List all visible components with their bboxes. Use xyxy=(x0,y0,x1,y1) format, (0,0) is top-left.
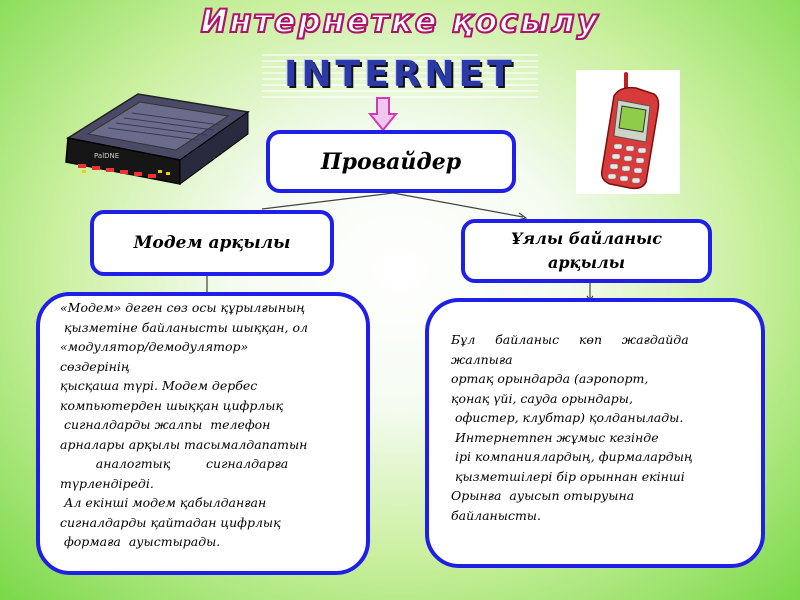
modem-device-label: PalDNE xyxy=(94,152,120,160)
provider-box: Провайдер xyxy=(266,130,516,193)
modem-text-line: арналары арқылы тасымалдапатын xyxy=(60,436,308,452)
mobile-text-line: офистер, клубтар) қолданылады. xyxy=(451,410,684,425)
modem-text-line: сөздерінің xyxy=(60,358,130,374)
modem-text-line: қызметіне байланысты шыққан, ол xyxy=(60,319,308,335)
modem-device-image xyxy=(58,88,250,188)
mobile-text-line: Интернетпен жұмыс кезінде xyxy=(451,429,659,445)
mobile-phone-image xyxy=(576,70,680,194)
page-title: Интернетке қосылу xyxy=(200,2,600,40)
modem-description xyxy=(36,292,370,575)
modem-text-line: формаға ауыстырады. xyxy=(60,534,221,549)
modem-text-line: түрлендіреді. xyxy=(60,475,154,491)
modem-box: Модем арқылы xyxy=(90,210,334,276)
modem-text-line: «Модем» деген сөз осы құрылғының xyxy=(60,300,306,315)
mobile-box: Ұялы байланыс арқылы xyxy=(461,219,712,283)
mobile-text-line: Орынға ауысып отыруына xyxy=(451,488,635,503)
modem-text-line: компьютерден шыққан цифрлық xyxy=(60,397,284,413)
modem-text-line: Ал екінші модем қабылданған xyxy=(60,495,267,510)
modem-text-line: «модулятор/демодулятор» xyxy=(60,339,249,354)
mobile-text-line: қызметшілері бір орыннан екінші xyxy=(451,468,685,484)
mobile-text-line: ортақ орындарда (аэропорт, xyxy=(451,371,649,386)
mobile-text-line: байланысты. xyxy=(451,507,541,523)
mobile-text-line: Бұл байланыс көп жағдайда xyxy=(451,332,689,347)
internet-logo: INTERNET xyxy=(262,50,538,100)
modem-text-line: қысқаша түрі. Модем дербес xyxy=(60,378,258,393)
mobile-text-line: ірі компаниялардың, фирмалардың xyxy=(451,449,693,464)
mobile-text-line: жалпыға xyxy=(451,351,513,367)
modem-text-line: аналогтық сигналдарға xyxy=(60,456,289,471)
modem-text-line: сигналдарды қайтадан цифрлық xyxy=(60,514,281,530)
mobile-description xyxy=(425,298,765,568)
modem-text-line: сигналдарды жалпы телефон xyxy=(60,417,271,432)
mobile-text-line: қонақ үйі, сауда орындары, xyxy=(451,390,633,406)
